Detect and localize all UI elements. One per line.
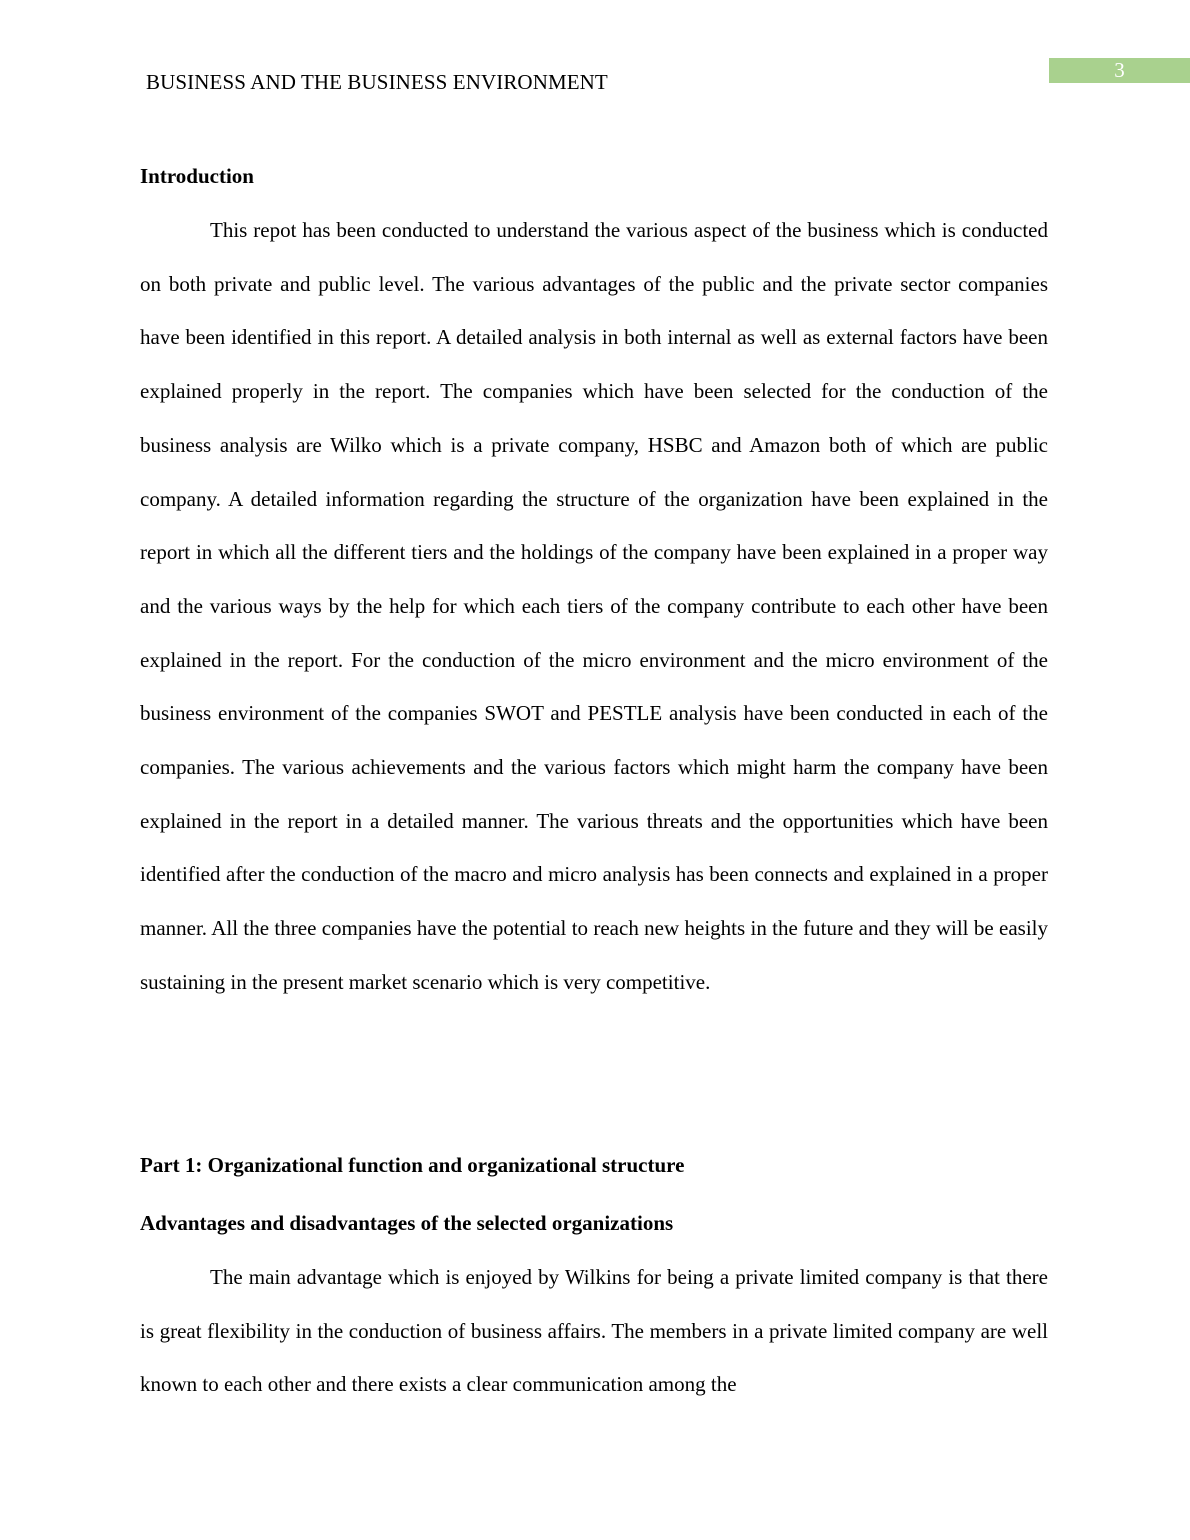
part1-heading: Part 1: Organizational function and organizational structure [140, 1153, 685, 1177]
page-number: 3 [1049, 58, 1190, 83]
advantages-heading: Advantages and disadvantages of the selected organizations [140, 1211, 674, 1235]
introduction-paragraph: This repot has been conducted to understand the various aspect of the business which is conducted on both private and public level. The various advantages of the public and the private sector companies have been identified in this report. A detailed analysis in both internal as well as external factors have been explained properly in the report. The companies which have been selected for the conduction of the business analysis are Wilko which is a private company, HSBC and Amazon both of which are public company. A detailed information regarding the structure of the organization have been explained in the report in which all the different tiers and the holdings of the company have been explained in a proper way and the various ways by the help for which each tiers of the company contribute to each other have been explained in the report. For the conduction of the micro environment and the micro environment of the business environment of the companies SWOT and PESTLE analysis have been conducted in each of the companies. The various achievements and the various factors which might harm the company have been explained in the report in a detailed manner. The various threats and the opportunities which have been identified after the conduction of the macro and micro analysis has been connects and explained in a proper manner. All the three companies have the potential to reach new heights in the future and they will be easily sustaining in the present market scenario which is very competitive. [140, 218, 1048, 994]
introduction-heading: Introduction [140, 164, 254, 188]
advantages-paragraph: The main advantage which is enjoyed by Wilkins for being a private limited company is that there is great flexibility in the conduction of business affairs. The members in a private limited company are well known to each other and there exists a clear communication among the [140, 1265, 1048, 1397]
running-head: BUSINESS AND THE BUSINESS ENVIRONMENT [146, 70, 608, 94]
